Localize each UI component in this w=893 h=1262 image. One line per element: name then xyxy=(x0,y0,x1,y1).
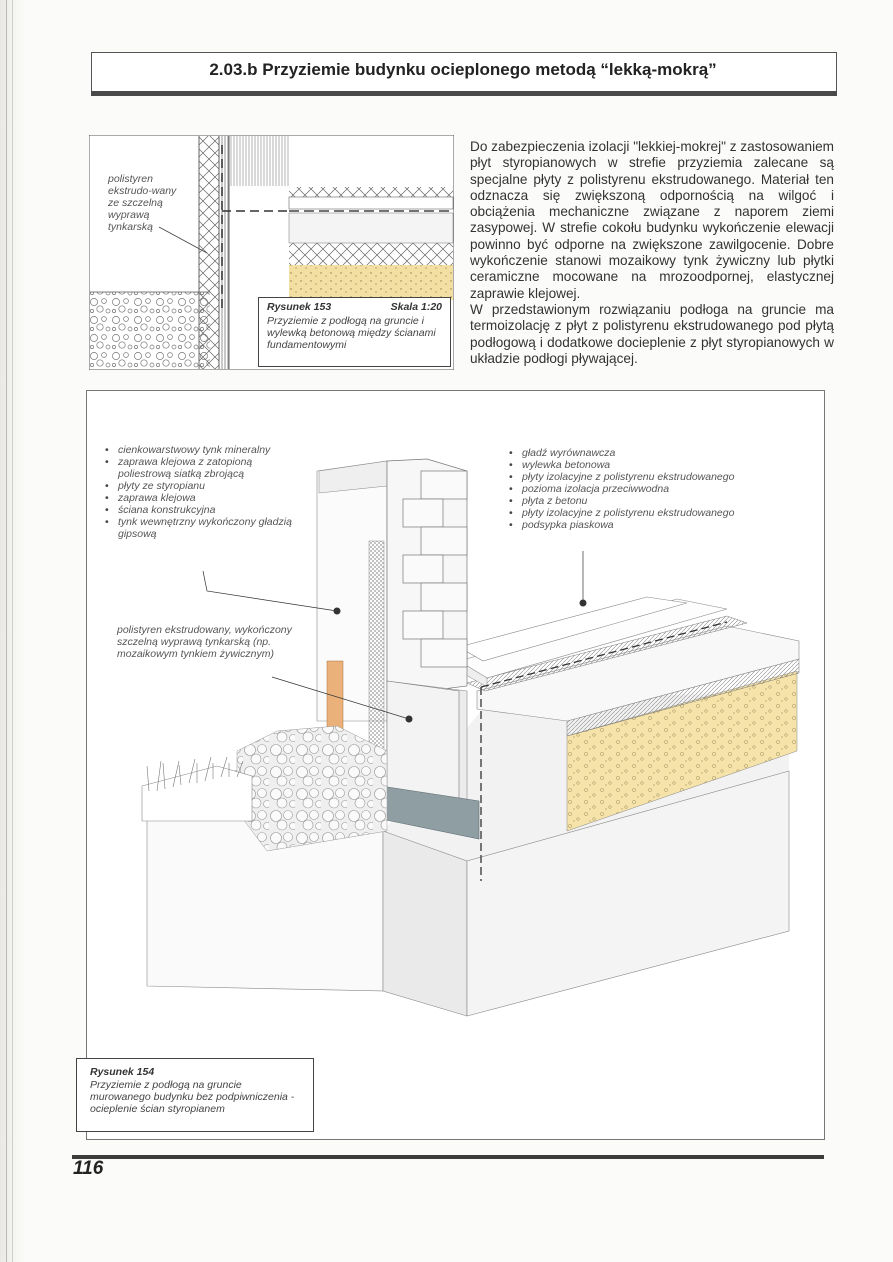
figure-153-caption xyxy=(258,297,451,367)
scan-edge-line xyxy=(6,0,7,1262)
body-text xyxy=(470,139,834,367)
legend-item: • gładź wyrównawcza xyxy=(508,447,798,459)
page-number: 116 xyxy=(73,1158,104,1179)
legend-item: • wylewka betonowa xyxy=(508,459,798,471)
legend-item: • płyty izolacyjne z polistyrenu ekstrudowanego xyxy=(508,471,798,483)
legend-item: • podsypka piaskowa xyxy=(508,519,798,531)
figure-154-caption xyxy=(76,1058,314,1132)
leader-dot xyxy=(406,716,413,723)
legend-item: • płyty ze styropianu xyxy=(104,480,304,492)
figure-153-label-xps: polistyren ekstrudo-wany ze szczelną wyprawą tynkarską xyxy=(108,173,177,233)
body-paragraph: W przedstawionym rozwiązaniu podłoga na gruncie ma termoizolację z płyt z polistyrenu ekstrudowanego pod płytą podłogową i dodatkowe docieplenie z płyt styropianowych w układzie podłogi pływającej. xyxy=(470,301,834,366)
legend-item: • cienkowarstwowy tynk mineralny xyxy=(104,444,304,456)
figure-153-caption-scale: Skala 1:20 xyxy=(390,301,442,313)
legend-left xyxy=(104,444,304,540)
legend-item: • zaprawa klejowa z zatopioną poliestrową siatką zbrojącą xyxy=(104,456,304,480)
figure-154-caption-title: Rysunek 154 xyxy=(90,1066,155,1078)
figure-153-caption-title: Rysunek 153 xyxy=(267,301,332,313)
legend-item: • płyty izolacyjne z polistyrenu ekstrudowanego xyxy=(508,507,798,519)
legend-right xyxy=(508,447,798,531)
leader-dot xyxy=(334,608,341,615)
legend-item: • ściana konstrukcyjna xyxy=(104,504,304,516)
legend-item: • zaprawa klejowa xyxy=(104,492,304,504)
scan-edge-line xyxy=(12,0,13,1262)
figure-154-label-xps: polistyren ekstrudowany, wykończony szczelną wyprawą tynkarską (np. mozaikowym tynkiem żywicznym) xyxy=(117,624,292,660)
legend-item: • pozioma izolacja przeciwwodna xyxy=(508,483,798,495)
section-header-rule xyxy=(91,91,837,96)
figure-154-caption-text: Przyziemie z podłogą na gruncie murowanego budynku bez podpiwniczenia - ocieplenie ścian styropianem xyxy=(90,1079,295,1115)
footer-rule xyxy=(72,1155,824,1159)
legend-item: • tynk wewnętrzny wykończony gładzią gipsową xyxy=(104,516,304,540)
figure-153-caption-text: Przyziemie z podłogą na gruncie i wylewką betonową między ścianami fundamentowymi xyxy=(267,315,436,351)
body-paragraph: Do zabezpieczenia izolacji "lekkiej-mokrej" z zastosowaniem płyt styropianowych w strefie przyziemia zalecane są specjalne płyty z polistyrenu ekstrudowanego. Materiał ten odznacza się zwiększoną odpornością na wilgoć i obciążenia mechaniczne związane z naporem ziemi zasypowej. W strefie cokołu budynku wykończenie elewacji powinno być odporne na zwiększone zawilgocenie. Dobre wykończenie stanowi mozaikowy tynk żywiczny lub płytki ceramiczne mocowane na mrozoodpornej, elastycznej zaprawie klejowej. xyxy=(470,139,834,301)
legend-item: • płyta z betonu xyxy=(508,495,798,507)
binding-edge xyxy=(0,0,26,1262)
section-title: 2.03.b Przyziemie budynku ocieplonego metodą “lekką-mokrą” xyxy=(209,60,717,79)
leader-dot xyxy=(580,600,587,607)
